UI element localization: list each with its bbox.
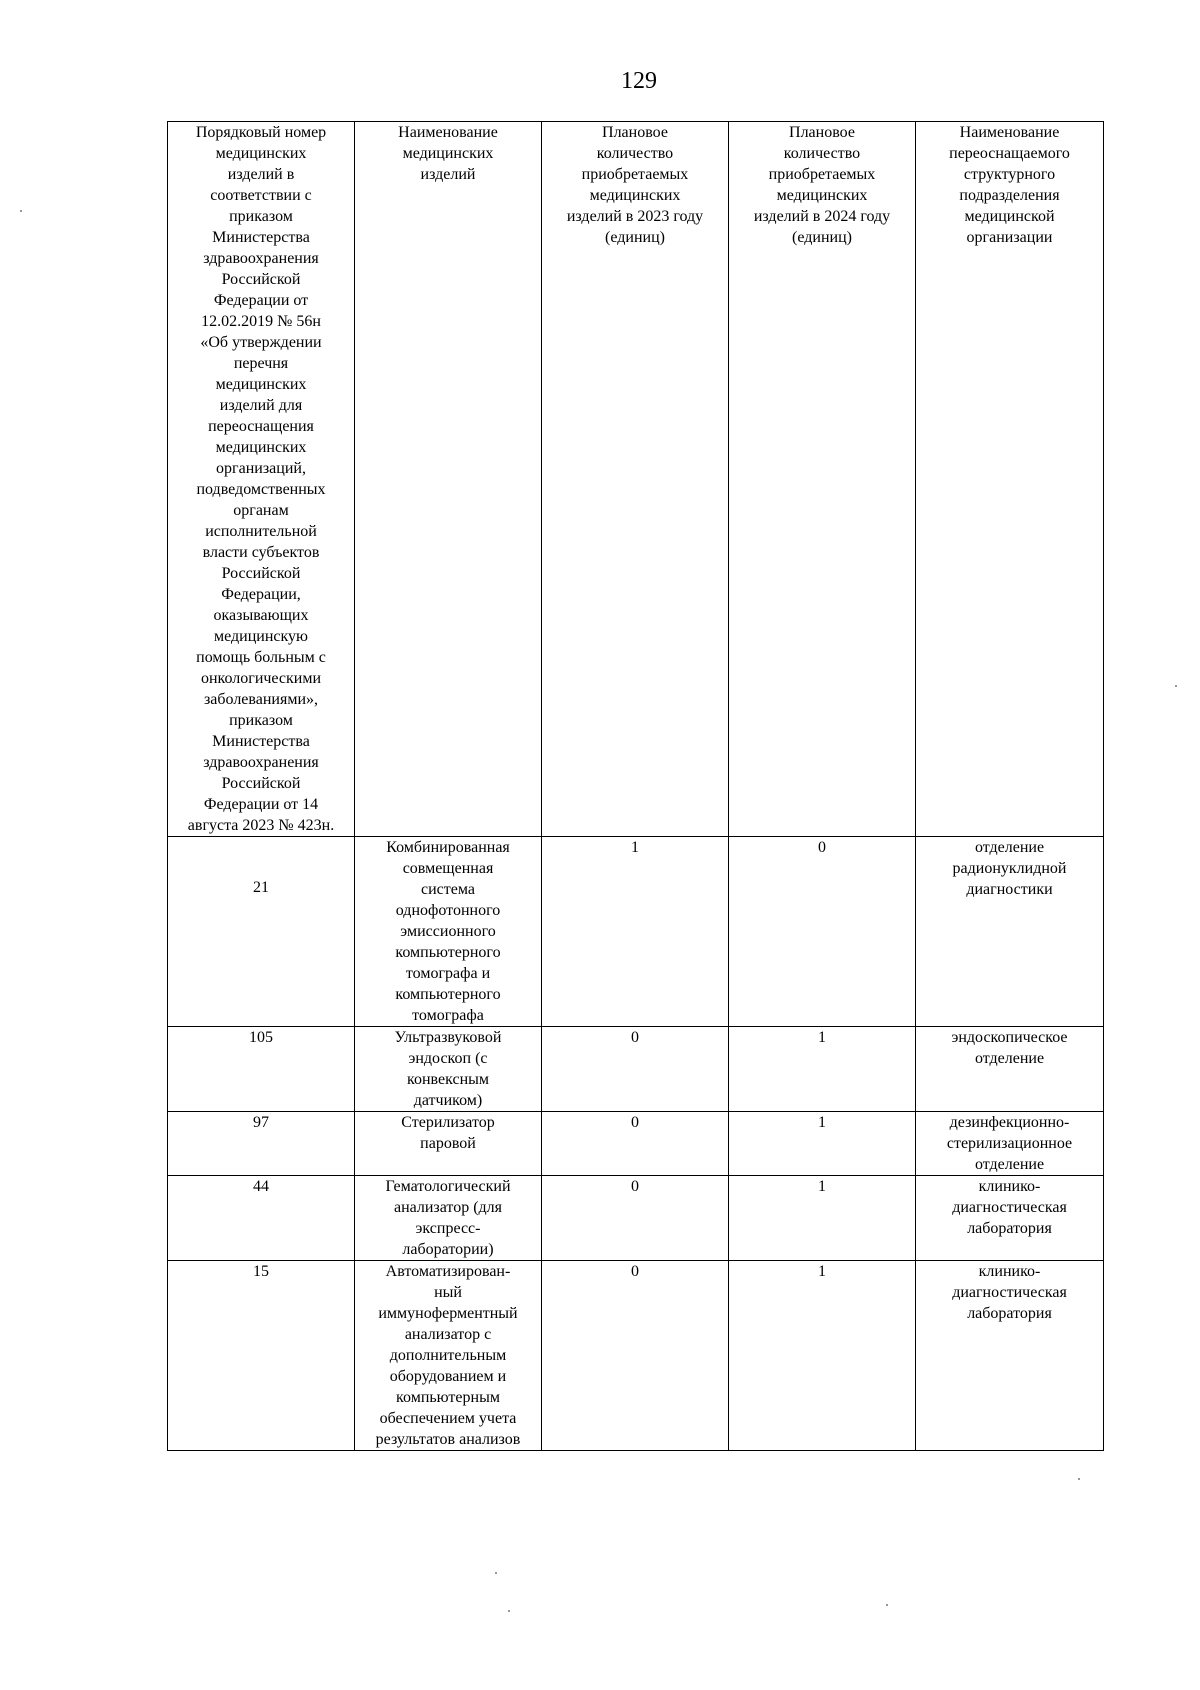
header-device-name: Наименование медицинских изделий	[355, 122, 542, 837]
row-department: отделение радионуклидной диагностики	[916, 837, 1104, 1027]
table-row	[168, 1176, 1104, 1261]
row-qty-2023: 0	[542, 1176, 729, 1261]
row-device-name: Стерилизатор паровой	[355, 1112, 542, 1176]
row-qty-2024: 1	[729, 1176, 916, 1261]
table-header-row	[168, 122, 1104, 837]
row-number: 105	[168, 1027, 355, 1112]
row-qty-2023: 0	[542, 1261, 729, 1451]
scan-speck	[886, 1604, 888, 1606]
row-device-name: Автоматизирован- ный иммуноферментный анализатор с дополнительным оборудованием и компьютерным обеспечением учета результатов анализов	[355, 1261, 542, 1451]
header-qty-2024: Плановое количество приобретаемых медицинских изделий в 2024 году (единиц)	[729, 122, 916, 837]
scan-speck	[1175, 685, 1177, 687]
scan-speck	[508, 1610, 510, 1612]
table-row	[168, 837, 1104, 1027]
medical-devices-table	[167, 121, 1104, 1451]
table-row	[168, 1027, 1104, 1112]
row-department: эндоскопическое отделение	[916, 1027, 1104, 1112]
scan-speck	[1078, 1478, 1080, 1480]
header-qty-2023: Плановое количество приобретаемых медицинских изделий в 2023 году (единиц)	[542, 122, 729, 837]
row-department: дезинфекционно- стерилизационное отделение	[916, 1112, 1104, 1176]
header-order-number: Порядковый номер медицинских изделий в соответствии с приказом Министерства здравоохранения Российской Федерации от 12.02.2019 № 56н «Об утверждении перечня медицинских изделий для переоснащения медицинских организаций, подведомственных органам исполнительной власти субъектов Российской Федерации, оказывающих медицинскую помощь больным с онкологическими заболеваниями», приказом Министерства здравоохранения Российской Федерации от 14 августа 2023 № 423н.	[168, 122, 355, 837]
row-qty-2023: 0	[542, 1027, 729, 1112]
page-number: 129	[621, 68, 657, 94]
row-qty-2024: 1	[729, 1027, 916, 1112]
row-number: 44	[168, 1176, 355, 1261]
row-device-name: Комбинированная совмещенная система однофотонного эмиссионного компьютерного томографа и компьютерного томографа	[355, 837, 542, 1027]
row-qty-2023: 1	[542, 837, 729, 1027]
table-row	[168, 1112, 1104, 1176]
scan-speck	[495, 1572, 497, 1574]
scan-speck	[20, 210, 22, 212]
table-row	[168, 1261, 1104, 1451]
row-department: клинико- диагностическая лаборатория	[916, 1261, 1104, 1451]
row-qty-2023: 0	[542, 1112, 729, 1176]
row-qty-2024: 1	[729, 1261, 916, 1451]
row-number: 15	[168, 1261, 355, 1451]
row-device-name: Гематологический анализатор (для экспресс- лаборатории)	[355, 1176, 542, 1261]
row-device-name: Ультразвуковой эндоскоп (с конвексным датчиком)	[355, 1027, 542, 1112]
row-qty-2024: 0	[729, 837, 916, 1027]
header-department: Наименование переоснащаемого структурного подразделения медицинской организации	[916, 122, 1104, 837]
row-department: клинико- диагностическая лаборатория	[916, 1176, 1104, 1261]
row-number: 97	[168, 1112, 355, 1176]
row-qty-2024: 1	[729, 1112, 916, 1176]
row-number: 21	[168, 837, 355, 1027]
